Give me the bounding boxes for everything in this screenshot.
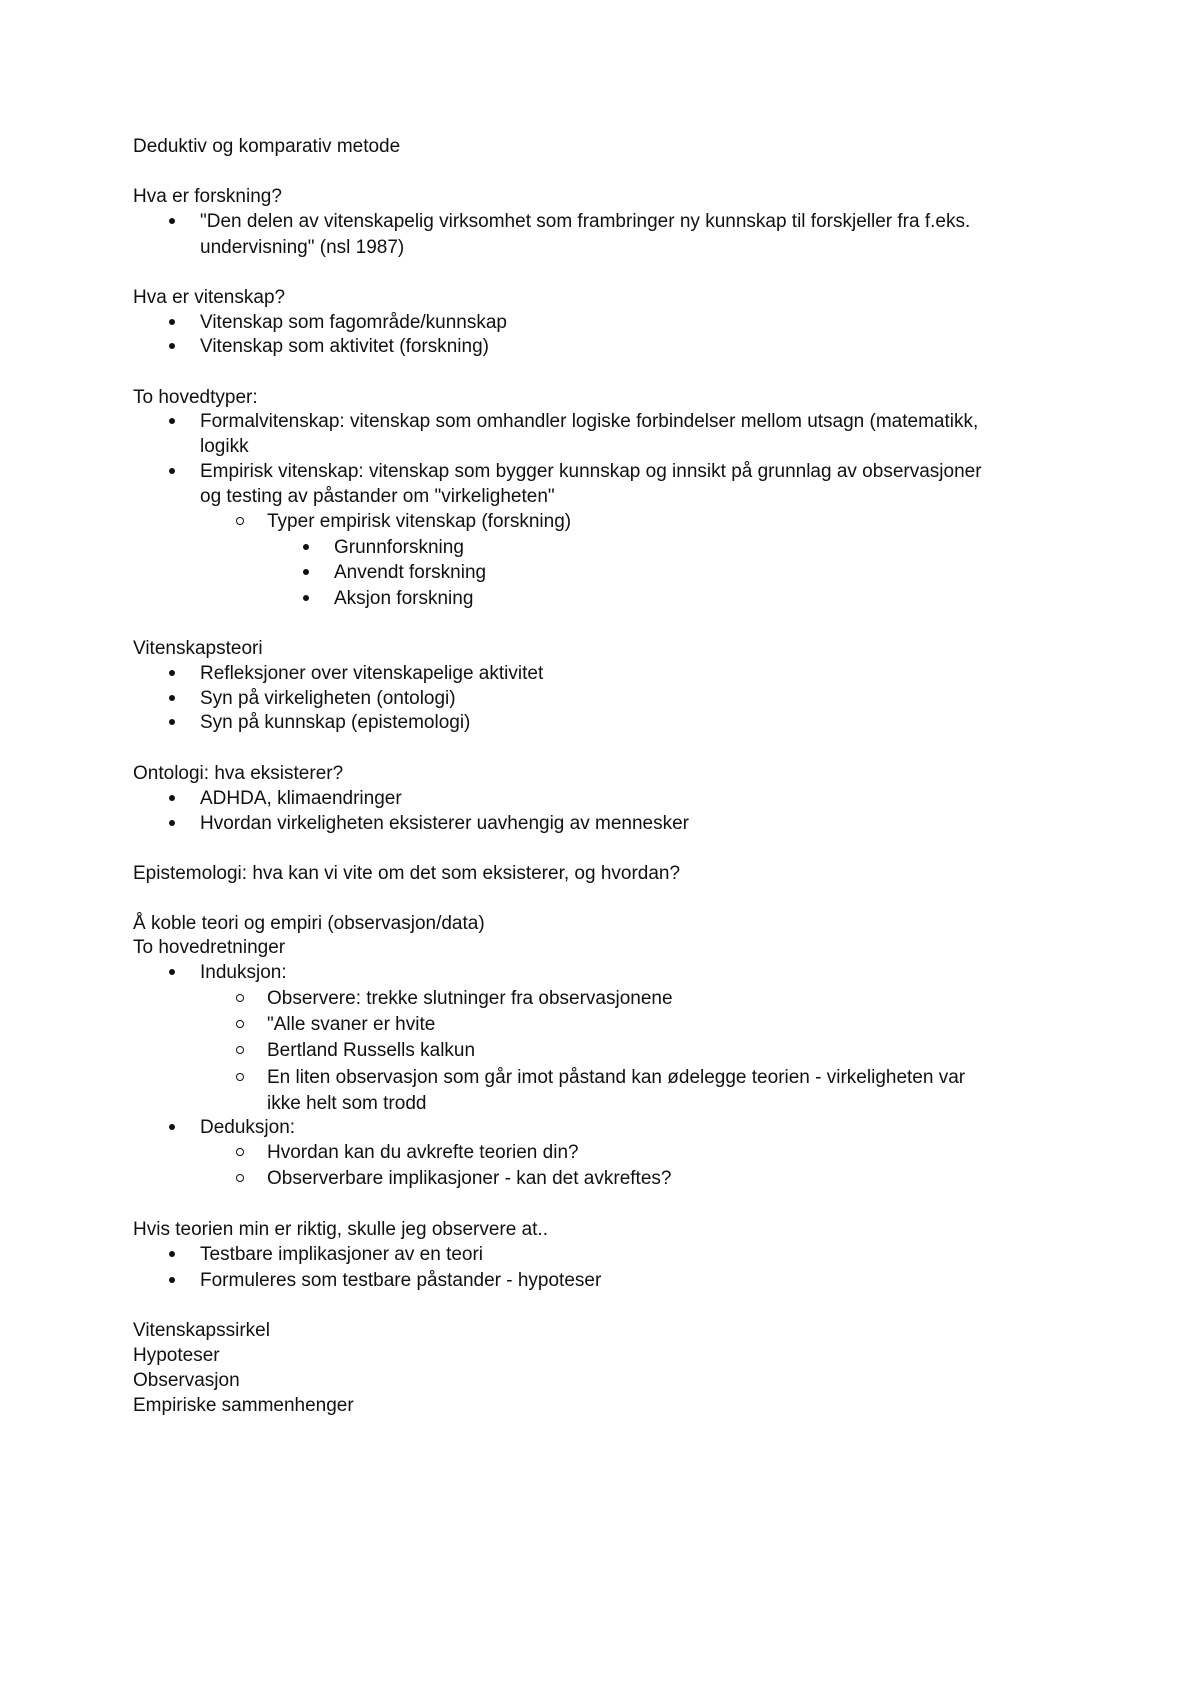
list-item: Testbare implikasjoner av en teori: [200, 1241, 483, 1268]
sublist-item: Bertland Russells kalkun: [267, 1037, 475, 1064]
list-item: Vitenskap som fagområde/kunnskap: [200, 309, 507, 336]
subsublist-item: Anvendt forskning: [334, 559, 486, 586]
sublist-item: Observerbare implikasjoner - kan det avkreftes?: [267, 1165, 671, 1192]
list-item: Vitenskap som aktivitet (forskning): [200, 333, 489, 360]
heading-ontologi: Ontologi: hva eksisterer?: [133, 763, 344, 784]
list-item: ADHDA, klimaendringer: [200, 785, 402, 812]
text-line: Observasjon: [133, 1370, 240, 1391]
list-item: Syn på virkeligheten (ontologi): [200, 685, 456, 712]
list-item: Empirisk vitenskap: vitenskap som bygger kunnskap og innsikt på grunnlag av observasjoner: [200, 458, 982, 485]
heading-vitenskap: Hva er vitenskap?: [133, 287, 286, 308]
sublist-item: Hvordan kan du avkrefte teorien din?: [267, 1139, 579, 1166]
list-item-continuation: logikk: [200, 436, 249, 457]
sublist-item-continuation: ikke helt som trodd: [267, 1093, 427, 1114]
heading-teori-empiri: Å koble teori og empiri (observasjon/data): [133, 913, 485, 934]
heading-forskning: Hva er forskning?: [133, 186, 282, 207]
heading-vitenskapsteori: Vitenskapsteori: [133, 638, 263, 659]
text-line: Hypoteser: [133, 1345, 220, 1366]
text-line: Vitenskapssirkel: [133, 1320, 270, 1341]
document-title: Deduktiv og komparativ metode: [133, 136, 401, 157]
heading-hovedtyper: To hovedtyper:: [133, 387, 258, 408]
subsublist-item: Grunnforskning: [334, 534, 464, 561]
list-item: Formalvitenskap: vitenskap som omhandler logiske forbindelser mellom utsagn (matematikk,: [200, 408, 978, 435]
sublist-item: "Alle svaner er hvite: [267, 1011, 435, 1038]
list-item: Induksjon:: [200, 959, 287, 986]
heading-hvis-teorien: Hvis teorien min er riktig, skulle jeg observere at..: [133, 1219, 548, 1240]
list-item: Deduksjon:: [200, 1114, 295, 1141]
list-item-continuation: undervisning" (nsl 1987): [200, 237, 405, 258]
list-item: Hvordan virkeligheten eksisterer uavhengig av mennesker: [200, 810, 689, 837]
text-line: Empiriske sammenhenger: [133, 1395, 354, 1416]
list-item: Formuleres som testbare påstander - hypoteser: [200, 1267, 601, 1294]
heading-epistemologi: Epistemologi: hva kan vi vite om det som eksisterer, og hvordan?: [133, 863, 681, 884]
list-item: "Den delen av vitenskapelig virksomhet som frambringer ny kunnskap til forskjeller fra f.eks.: [200, 208, 970, 235]
sublist-item: Observere: trekke slutninger fra observasjonene: [267, 985, 673, 1012]
list-item: Syn på kunnskap (epistemologi): [200, 709, 470, 736]
list-item: Refleksjoner over vitenskapelige aktivitet: [200, 660, 543, 687]
list-item-continuation: og testing av påstander om "virkeligheten": [200, 486, 555, 507]
subsublist-item: Aksjon forskning: [334, 585, 473, 612]
sublist-item: En liten observasjon som går imot påstand kan ødelegge teorien - virkeligheten var: [267, 1064, 965, 1091]
sublist-item: Typer empirisk vitenskap (forskning): [267, 508, 571, 535]
subheading-hovedretninger: To hovedretninger: [133, 937, 286, 958]
